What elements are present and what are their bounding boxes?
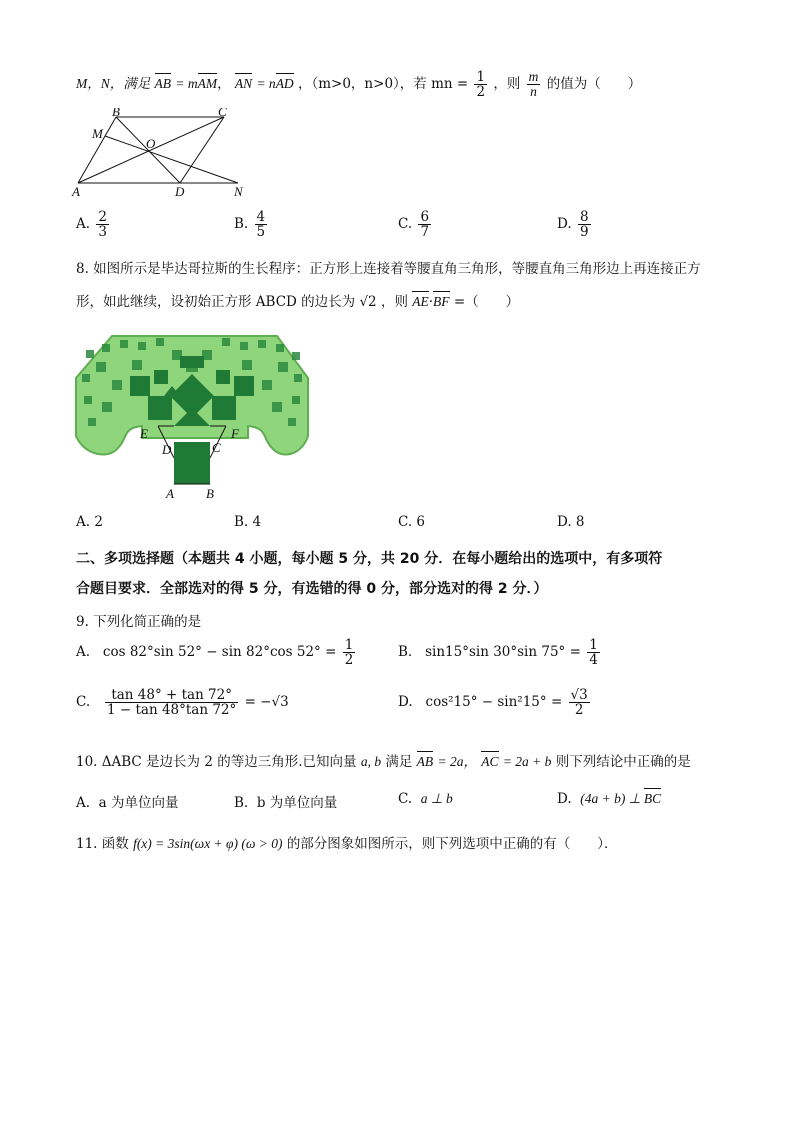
label-d: D (162, 442, 172, 457)
q10-option-a[interactable]: A. a 为单位向量 (76, 795, 179, 811)
q8-option-b[interactable]: B. 4 (234, 514, 262, 530)
section-heading-line2: 合题目要求．全部选对的得 5 分，有选错的得 0 分，部分选对的得 2 分．） (76, 581, 548, 597)
label-b: B (112, 108, 120, 119)
q7-option-b[interactable]: B. $\frac{4}{5}$ (234, 209, 266, 241)
q7-tail: 的值为（ ） (546, 76, 642, 93)
q9-stem: 9. 下列化简正确的是 (76, 614, 202, 630)
q9-option-a[interactable]: A. cos 82°sin 52° − sin 82°cos 52° = $\frac{1}{2}$ (76, 637, 354, 669)
q7-stem: M，N，满足 AB = mAM， AN = nAD ，（m>0，n>0），若 mn = $\frac{1}{2}$ ，则 $\frac{m}{n}$ 的值为（ ） (76, 69, 642, 101)
q10-option-b[interactable]: B. b 为单位向量 (234, 795, 338, 811)
vector-vars-ab: a, b (360, 754, 382, 769)
q11-stem: 11. 函数 f(x) = 3sin(ωx + φ) (ω > 0) 的部分图象如图所示，则下列选项中正确的有（ ）． (76, 836, 618, 852)
q7-option-c[interactable]: C. $\frac{6}{7}$ (398, 209, 430, 241)
label-c: C (212, 440, 221, 455)
q9-option-c[interactable]: C. $\frac{\tan 48^\circ + \tan 72^\circ}{1 - \tan 48^\circ\tan 72^\circ}$ = −√3 (76, 687, 289, 719)
label-d: D (175, 184, 185, 199)
sqrt-two: √2 (359, 294, 377, 310)
fraction-half: $\frac{1}{2}$ (476, 69, 486, 101)
vector-ab: AB (154, 76, 172, 92)
label-a: A (166, 486, 174, 501)
q7-option-d[interactable]: D. $\frac{8}{9}$ (557, 209, 589, 241)
q8-stem-line2: 形，如此继续，设初始正方形 ABCD 的边长为 √2 ，则 AE·BF =（ ） (76, 294, 520, 310)
q10-option-d[interactable]: D. (4a + b) ⊥ BC (557, 791, 662, 807)
pythagoras-tree-figure (72, 330, 322, 502)
q7-option-a[interactable]: A. $\frac{2}{3}$ (76, 209, 107, 241)
label-c: C (218, 108, 227, 119)
vector-an: AN (234, 76, 253, 92)
vector-ae: AE (412, 294, 429, 309)
section-heading-line1: 二、多项选择题（本题共 4 小题，每小题 5 分，共 20 分．在每小题给出的选项中，有多项符 (76, 551, 663, 567)
q7-stem-start: M，N，满足 (76, 76, 151, 92)
vector-bf: BF (433, 294, 450, 309)
q7-condition: ，（m>0，n>0），若 mn = (297, 76, 469, 93)
label-b: B (206, 486, 214, 501)
function-expression: f(x) = 3sin(ωx + φ) (ω > 0) (133, 836, 283, 851)
label-a: A (72, 184, 80, 199)
label-m: M (92, 126, 103, 141)
q9-option-b[interactable]: B. sin15°sin 30°sin 75° = $\frac{1}{4}$ (398, 637, 598, 669)
vector-ab: AB (416, 754, 434, 769)
q9-option-d[interactable]: D. cos²15° − sin²15° = $\frac{√3}{2}$ (398, 687, 588, 719)
q8-option-d[interactable]: D. 8 (557, 514, 585, 530)
q8-stem-line1: 8. 如图所示是毕达哥拉斯的生长程序：正方形上连接着等腰直角三角形，等腰直角三角形边上再连接正方 (76, 261, 701, 277)
q8-option-c[interactable]: C. 6 (398, 514, 426, 530)
vector-ac: AC (481, 754, 499, 769)
label-f: F (231, 426, 239, 441)
label-o: O (146, 136, 156, 151)
q8-option-a[interactable]: A. 2 (76, 514, 103, 530)
vector-ad: AD (275, 76, 294, 92)
vector-am: AM (197, 76, 218, 92)
parallelogram-figure (66, 108, 266, 200)
q10-stem: 10. ΔABC 是边长为 2 的等边三角形.已知向量 a, b 满足 AB = 2a， AC = 2a + b 则下列结论中正确的是 (76, 754, 691, 770)
label-e: E (140, 426, 148, 441)
q10-option-c[interactable]: C. a ⊥ b (398, 791, 453, 807)
fraction-m-over-n: $\frac{m}{n}$ (528, 69, 539, 100)
vector-bc: BC (643, 791, 662, 806)
label-n: N (234, 184, 243, 199)
